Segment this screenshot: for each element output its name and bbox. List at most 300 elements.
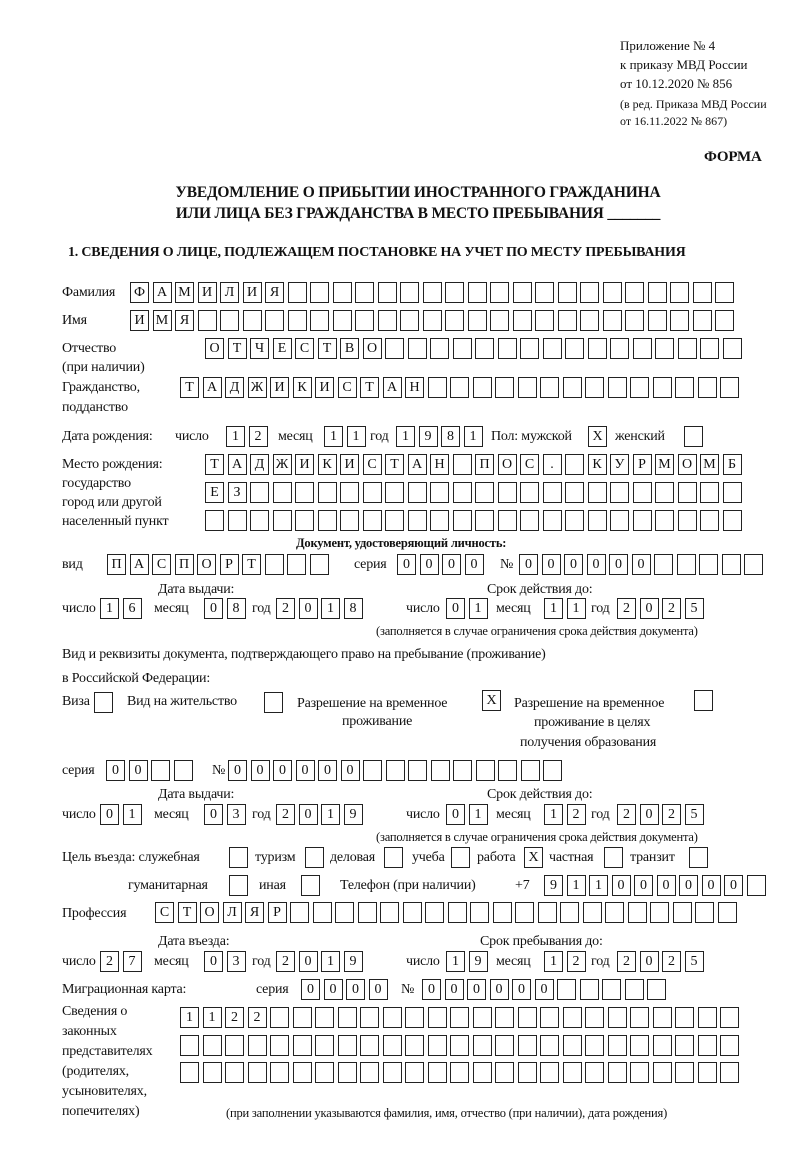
char-box[interactable] [630, 377, 649, 398]
char-box[interactable] [610, 510, 629, 531]
char-box[interactable] [380, 902, 399, 923]
char-box[interactable]: О [678, 454, 697, 475]
char-box[interactable]: 8 [227, 598, 246, 619]
char-box[interactable]: 1 [226, 426, 245, 447]
char-box[interactable] [689, 847, 708, 868]
char-box[interactable]: 0 [228, 760, 247, 781]
char-box[interactable] [695, 902, 714, 923]
char-box[interactable]: 1 [567, 598, 586, 619]
char-box[interactable]: Т [205, 454, 224, 475]
char-box[interactable] [425, 902, 444, 923]
char-box[interactable] [250, 482, 269, 503]
char-box[interactable] [720, 1007, 739, 1028]
char-box[interactable]: Ф [130, 282, 149, 303]
char-box[interactable]: Е [273, 338, 292, 359]
char-box[interactable] [678, 482, 697, 503]
char-box[interactable] [678, 338, 697, 359]
char-box[interactable] [588, 482, 607, 503]
char-box[interactable] [565, 454, 584, 475]
char-box[interactable] [670, 282, 689, 303]
char-box[interactable] [198, 310, 217, 331]
char-box[interactable] [430, 482, 449, 503]
char-box[interactable]: С [338, 377, 357, 398]
char-box[interactable] [470, 902, 489, 923]
char-box[interactable]: 9 [544, 875, 563, 896]
char-box[interactable]: 1 [589, 875, 608, 896]
char-box[interactable]: 1 [123, 804, 142, 825]
char-box[interactable] [248, 1062, 267, 1083]
char-box[interactable] [654, 554, 673, 575]
char-box[interactable] [385, 338, 404, 359]
char-box[interactable]: 9 [344, 951, 363, 972]
char-box[interactable] [513, 310, 532, 331]
char-box[interactable]: 1 [347, 426, 366, 447]
char-box[interactable] [698, 1007, 717, 1028]
char-box[interactable]: 5 [685, 598, 704, 619]
char-box[interactable]: 0 [490, 979, 509, 1000]
char-box[interactable]: О [205, 338, 224, 359]
char-box[interactable] [338, 1007, 357, 1028]
char-box[interactable] [608, 1035, 627, 1056]
char-box[interactable] [428, 1007, 447, 1028]
char-box[interactable]: 2 [276, 951, 295, 972]
char-box[interactable] [384, 847, 403, 868]
char-box[interactable]: X [588, 426, 607, 447]
char-box[interactable] [288, 282, 307, 303]
char-box[interactable] [693, 282, 712, 303]
char-box[interactable]: 0 [679, 875, 698, 896]
char-box[interactable] [583, 902, 602, 923]
char-box[interactable] [360, 1062, 379, 1083]
char-box[interactable]: Т [385, 454, 404, 475]
char-box[interactable]: 1 [321, 951, 340, 972]
char-box[interactable] [557, 979, 576, 1000]
char-box[interactable] [270, 1035, 289, 1056]
char-box[interactable] [335, 902, 354, 923]
char-box[interactable] [540, 1062, 559, 1083]
char-box[interactable] [498, 760, 517, 781]
char-box[interactable] [408, 510, 427, 531]
char-box[interactable] [698, 1062, 717, 1083]
char-box[interactable]: А [203, 377, 222, 398]
char-box[interactable] [453, 760, 472, 781]
char-box[interactable]: 9 [469, 951, 488, 972]
char-box[interactable]: 2 [662, 804, 681, 825]
char-box[interactable]: 0 [301, 979, 320, 1000]
char-box[interactable] [653, 1007, 672, 1028]
char-box[interactable] [495, 1007, 514, 1028]
char-box[interactable]: Б [723, 454, 742, 475]
char-box[interactable]: 2 [567, 804, 586, 825]
char-box[interactable]: 0 [299, 951, 318, 972]
char-box[interactable] [700, 338, 719, 359]
char-box[interactable]: И [198, 282, 217, 303]
char-box[interactable] [580, 310, 599, 331]
char-box[interactable]: 7 [123, 951, 142, 972]
char-box[interactable]: 2 [617, 804, 636, 825]
char-box[interactable] [535, 282, 554, 303]
char-box[interactable]: М [700, 454, 719, 475]
char-box[interactable]: . [543, 454, 562, 475]
char-box[interactable] [453, 338, 472, 359]
char-box[interactable] [293, 1035, 312, 1056]
char-box[interactable] [543, 338, 562, 359]
char-box[interactable]: 0 [397, 554, 416, 575]
char-box[interactable] [747, 875, 766, 896]
char-box[interactable] [386, 760, 405, 781]
char-box[interactable] [540, 377, 559, 398]
char-box[interactable] [563, 377, 582, 398]
char-box[interactable] [383, 1035, 402, 1056]
char-box[interactable] [450, 1062, 469, 1083]
char-box[interactable] [225, 1062, 244, 1083]
char-box[interactable] [498, 482, 517, 503]
char-box[interactable] [495, 1062, 514, 1083]
char-box[interactable]: А [228, 454, 247, 475]
char-box[interactable] [495, 377, 514, 398]
char-box[interactable] [604, 847, 623, 868]
char-box[interactable] [264, 692, 283, 713]
char-box[interactable] [588, 510, 607, 531]
char-box[interactable]: Т [242, 554, 261, 575]
char-box[interactable] [535, 310, 554, 331]
char-box[interactable]: 8 [344, 598, 363, 619]
char-box[interactable] [355, 310, 374, 331]
char-box[interactable] [520, 338, 539, 359]
char-box[interactable] [585, 377, 604, 398]
char-box[interactable] [475, 338, 494, 359]
char-box[interactable] [677, 554, 696, 575]
char-box[interactable] [360, 1007, 379, 1028]
char-box[interactable] [675, 377, 694, 398]
char-box[interactable]: 0 [100, 804, 119, 825]
char-box[interactable] [423, 310, 442, 331]
char-box[interactable] [400, 310, 419, 331]
char-box[interactable] [630, 1007, 649, 1028]
char-box[interactable]: 2 [617, 598, 636, 619]
char-box[interactable]: 0 [702, 875, 721, 896]
char-box[interactable] [602, 979, 621, 1000]
char-box[interactable]: 3 [227, 951, 246, 972]
char-box[interactable] [318, 510, 337, 531]
char-box[interactable] [228, 510, 247, 531]
char-box[interactable] [338, 1035, 357, 1056]
char-box[interactable] [653, 1062, 672, 1083]
char-box[interactable] [229, 875, 248, 896]
char-box[interactable] [699, 554, 718, 575]
char-box[interactable] [333, 282, 352, 303]
char-box[interactable] [744, 554, 763, 575]
char-box[interactable] [490, 310, 509, 331]
char-box[interactable] [475, 510, 494, 531]
char-box[interactable]: А [153, 282, 172, 303]
char-box[interactable]: 0 [204, 598, 223, 619]
char-box[interactable]: М [153, 310, 172, 331]
char-box[interactable]: 0 [519, 554, 538, 575]
char-box[interactable] [428, 1035, 447, 1056]
char-box[interactable] [723, 338, 742, 359]
char-box[interactable] [588, 338, 607, 359]
char-box[interactable] [301, 875, 320, 896]
char-box[interactable]: 0 [445, 979, 464, 1000]
char-box[interactable] [650, 902, 669, 923]
char-box[interactable] [675, 1007, 694, 1028]
char-box[interactable] [610, 338, 629, 359]
char-box[interactable]: Т [180, 377, 199, 398]
char-box[interactable]: 8 [441, 426, 460, 447]
char-box[interactable] [518, 1007, 537, 1028]
char-box[interactable]: 0 [467, 979, 486, 1000]
char-box[interactable]: Л [220, 282, 239, 303]
char-box[interactable]: 0 [612, 875, 631, 896]
char-box[interactable]: 2 [248, 1007, 267, 1028]
char-box[interactable]: 0 [657, 875, 676, 896]
char-box[interactable] [473, 1007, 492, 1028]
char-box[interactable]: М [175, 282, 194, 303]
char-box[interactable]: С [363, 454, 382, 475]
char-box[interactable]: 0 [542, 554, 561, 575]
char-box[interactable] [673, 902, 692, 923]
char-box[interactable] [518, 1035, 537, 1056]
char-box[interactable]: 0 [341, 760, 360, 781]
char-box[interactable] [293, 1007, 312, 1028]
char-box[interactable]: 0 [204, 951, 223, 972]
char-box[interactable] [625, 979, 644, 1000]
char-box[interactable]: 1 [544, 598, 563, 619]
char-box[interactable] [468, 310, 487, 331]
char-box[interactable] [180, 1062, 199, 1083]
char-box[interactable]: Н [430, 454, 449, 475]
char-box[interactable]: 2 [276, 598, 295, 619]
char-box[interactable]: 0 [106, 760, 125, 781]
char-box[interactable] [453, 482, 472, 503]
char-box[interactable]: 2 [100, 951, 119, 972]
char-box[interactable]: 1 [321, 804, 340, 825]
char-box[interactable] [450, 377, 469, 398]
char-box[interactable] [633, 510, 652, 531]
char-box[interactable] [340, 482, 359, 503]
char-box[interactable] [445, 282, 464, 303]
char-box[interactable] [493, 902, 512, 923]
char-box[interactable] [540, 1007, 559, 1028]
char-box[interactable] [243, 310, 262, 331]
char-box[interactable]: И [340, 454, 359, 475]
char-box[interactable] [288, 310, 307, 331]
char-box[interactable]: 9 [419, 426, 438, 447]
char-box[interactable]: А [130, 554, 149, 575]
char-box[interactable]: 0 [299, 598, 318, 619]
char-box[interactable] [585, 1035, 604, 1056]
char-box[interactable] [430, 338, 449, 359]
char-box[interactable]: В [340, 338, 359, 359]
char-box[interactable] [495, 1035, 514, 1056]
char-box[interactable] [563, 1007, 582, 1028]
char-box[interactable] [450, 1007, 469, 1028]
char-box[interactable]: 1 [321, 598, 340, 619]
char-box[interactable] [520, 510, 539, 531]
char-box[interactable]: 1 [469, 598, 488, 619]
char-box[interactable]: 0 [640, 804, 659, 825]
char-box[interactable]: И [243, 282, 262, 303]
char-box[interactable] [340, 510, 359, 531]
char-box[interactable] [408, 482, 427, 503]
char-box[interactable]: К [318, 454, 337, 475]
char-box[interactable] [358, 902, 377, 923]
char-box[interactable]: 1 [203, 1007, 222, 1028]
char-box[interactable]: 0 [535, 979, 554, 1000]
char-box[interactable]: 0 [724, 875, 743, 896]
char-box[interactable]: 2 [617, 951, 636, 972]
char-box[interactable]: П [475, 454, 494, 475]
char-box[interactable]: М [655, 454, 674, 475]
char-box[interactable]: 0 [273, 760, 292, 781]
char-box[interactable] [630, 1035, 649, 1056]
char-box[interactable]: 2 [276, 804, 295, 825]
char-box[interactable] [310, 282, 329, 303]
char-box[interactable]: 1 [100, 598, 119, 619]
char-box[interactable]: 0 [204, 804, 223, 825]
char-box[interactable]: С [155, 902, 174, 923]
char-box[interactable] [633, 338, 652, 359]
char-box[interactable]: И [295, 454, 314, 475]
char-box[interactable]: Т [318, 338, 337, 359]
char-box[interactable] [225, 1035, 244, 1056]
char-box[interactable] [498, 338, 517, 359]
char-box[interactable] [383, 1007, 402, 1028]
char-box[interactable] [698, 1035, 717, 1056]
char-box[interactable] [174, 760, 193, 781]
char-box[interactable]: 3 [227, 804, 246, 825]
char-box[interactable] [715, 282, 734, 303]
char-box[interactable]: 1 [446, 951, 465, 972]
char-box[interactable] [580, 282, 599, 303]
char-box[interactable] [360, 1035, 379, 1056]
char-box[interactable] [310, 554, 329, 575]
char-box[interactable] [363, 510, 382, 531]
char-box[interactable] [625, 310, 644, 331]
char-box[interactable] [518, 377, 537, 398]
char-box[interactable]: 0 [346, 979, 365, 1000]
char-box[interactable] [518, 1062, 537, 1083]
char-box[interactable] [473, 1035, 492, 1056]
char-box[interactable]: 1 [180, 1007, 199, 1028]
char-box[interactable]: 2 [662, 951, 681, 972]
char-box[interactable] [608, 1007, 627, 1028]
char-box[interactable]: У [610, 454, 629, 475]
char-box[interactable] [476, 760, 495, 781]
char-box[interactable] [558, 282, 577, 303]
char-box[interactable] [180, 1035, 199, 1056]
char-box[interactable]: Р [220, 554, 239, 575]
char-box[interactable] [647, 979, 666, 1000]
char-box[interactable] [490, 282, 509, 303]
char-box[interactable]: 1 [396, 426, 415, 447]
char-box[interactable]: 0 [512, 979, 531, 1000]
char-box[interactable] [560, 902, 579, 923]
char-box[interactable]: 0 [640, 598, 659, 619]
char-box[interactable] [585, 1007, 604, 1028]
char-box[interactable] [675, 1062, 694, 1083]
char-box[interactable]: 1 [324, 426, 343, 447]
char-box[interactable] [273, 482, 292, 503]
char-box[interactable] [625, 282, 644, 303]
char-box[interactable] [405, 1007, 424, 1028]
char-box[interactable] [723, 510, 742, 531]
char-box[interactable]: 0 [634, 875, 653, 896]
char-box[interactable] [628, 902, 647, 923]
char-box[interactable]: 0 [442, 554, 461, 575]
char-box[interactable] [513, 282, 532, 303]
char-box[interactable] [675, 1035, 694, 1056]
char-box[interactable]: П [175, 554, 194, 575]
char-box[interactable] [720, 1035, 739, 1056]
char-box[interactable] [248, 1035, 267, 1056]
char-box[interactable] [473, 377, 492, 398]
char-box[interactable] [378, 310, 397, 331]
char-box[interactable] [315, 1062, 334, 1083]
char-box[interactable] [205, 510, 224, 531]
char-box[interactable] [563, 1062, 582, 1083]
char-box[interactable] [565, 482, 584, 503]
char-box[interactable] [723, 482, 742, 503]
char-box[interactable] [720, 1062, 739, 1083]
char-box[interactable]: 0 [251, 760, 270, 781]
char-box[interactable]: 1 [544, 804, 563, 825]
char-box[interactable]: 0 [609, 554, 628, 575]
char-box[interactable] [605, 902, 624, 923]
char-box[interactable]: О [200, 902, 219, 923]
char-box[interactable] [431, 760, 450, 781]
char-box[interactable] [451, 847, 470, 868]
char-box[interactable]: X [482, 690, 501, 711]
char-box[interactable] [405, 1062, 424, 1083]
char-box[interactable]: Т [228, 338, 247, 359]
char-box[interactable] [229, 847, 248, 868]
char-box[interactable]: 2 [662, 598, 681, 619]
char-box[interactable] [220, 310, 239, 331]
char-box[interactable]: С [152, 554, 171, 575]
char-box[interactable]: С [520, 454, 539, 475]
char-box[interactable] [693, 310, 712, 331]
char-box[interactable]: 0 [632, 554, 651, 575]
char-box[interactable] [385, 482, 404, 503]
char-box[interactable] [448, 902, 467, 923]
char-box[interactable] [363, 760, 382, 781]
char-box[interactable] [521, 760, 540, 781]
char-box[interactable] [468, 282, 487, 303]
char-box[interactable] [565, 338, 584, 359]
char-box[interactable] [403, 902, 422, 923]
char-box[interactable]: 0 [422, 979, 441, 1000]
char-box[interactable]: 0 [296, 760, 315, 781]
char-box[interactable] [203, 1035, 222, 1056]
char-box[interactable] [315, 1035, 334, 1056]
char-box[interactable] [543, 510, 562, 531]
char-box[interactable] [603, 282, 622, 303]
char-box[interactable] [698, 377, 717, 398]
char-box[interactable]: Ж [273, 454, 292, 475]
char-box[interactable] [453, 454, 472, 475]
char-box[interactable] [608, 377, 627, 398]
char-box[interactable]: 5 [685, 804, 704, 825]
char-box[interactable] [540, 1035, 559, 1056]
char-box[interactable] [385, 510, 404, 531]
char-box[interactable] [408, 338, 427, 359]
char-box[interactable]: 0 [564, 554, 583, 575]
char-box[interactable] [408, 760, 427, 781]
char-box[interactable] [453, 510, 472, 531]
char-box[interactable] [655, 338, 674, 359]
